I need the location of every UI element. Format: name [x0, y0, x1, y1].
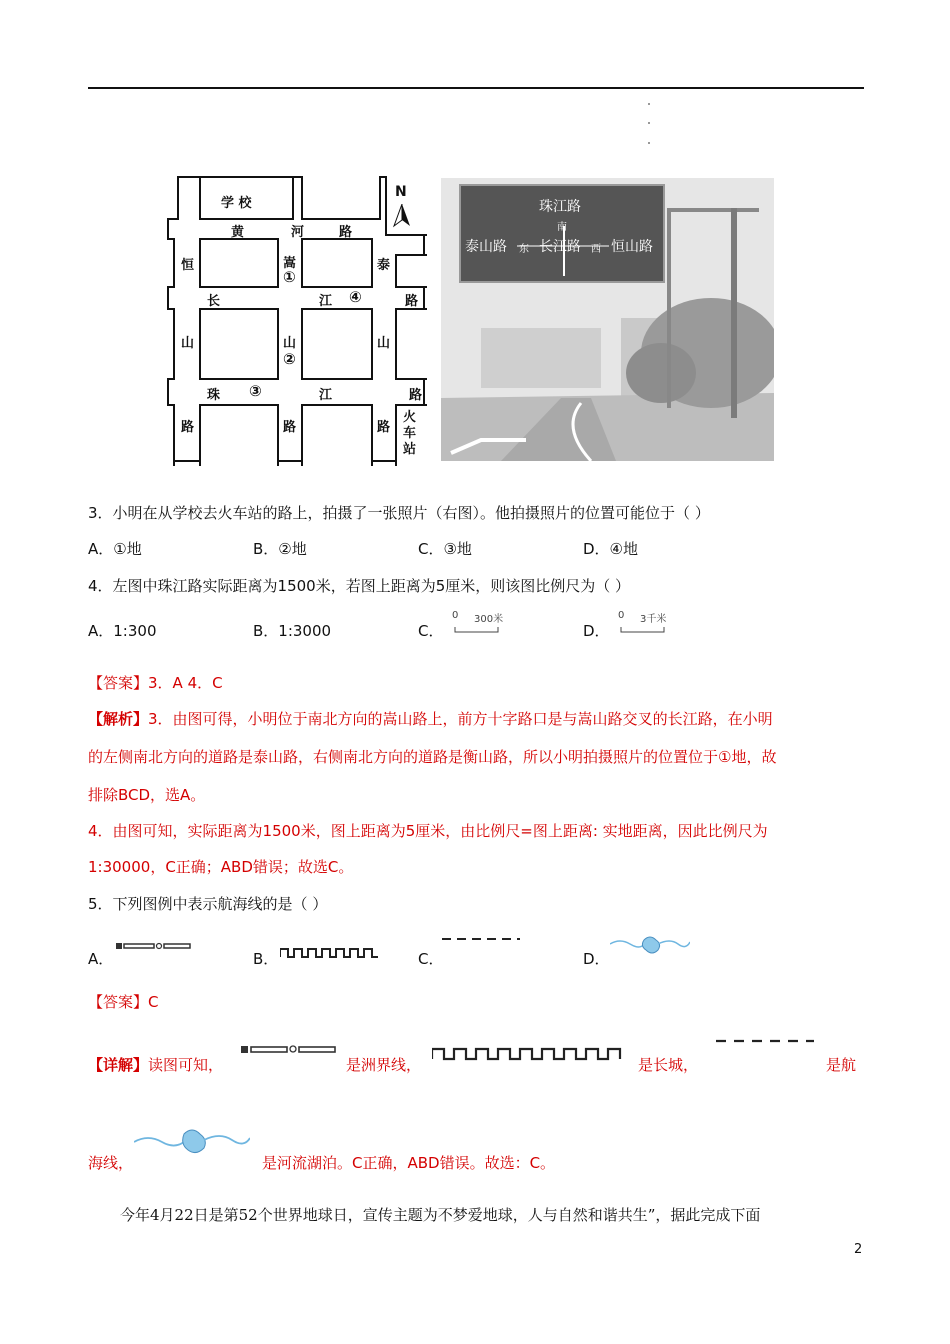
road-label: 路: [283, 420, 297, 435]
sign-text-left: 泰山路: [465, 239, 507, 255]
road-label: 江: [319, 294, 333, 309]
detail-label: 【详解】: [88, 1056, 149, 1074]
sign-text-top: 珠江路: [539, 199, 581, 215]
detail-line-1: [88, 1054, 223, 1075]
page-number: 2: [854, 1242, 863, 1257]
continent-boundary-icon: [116, 940, 192, 954]
road-label: 山: [283, 336, 297, 351]
analysis-line-4: 4．由图可知，实际距离为1500米，图上距离为5厘米，由比例尺=图上距离: 实地距离，因此比例尺为: [88, 822, 768, 840]
road-label: 泰: [377, 258, 391, 273]
q3-option-a: A．①地: [88, 540, 142, 558]
location-marker-1: ①: [283, 268, 296, 286]
answer-label: 【答案】: [88, 674, 149, 692]
road-label: 恒: [181, 258, 195, 273]
map-block: [167, 238, 175, 288]
answer-text: 3．A 4．C: [148, 674, 223, 692]
road-label: 江: [319, 388, 333, 403]
river-lake-icon: [134, 1124, 250, 1160]
scale-line-icon: [620, 626, 666, 634]
analysis-line-1: [88, 708, 773, 729]
road-sign-photo: [441, 178, 774, 461]
road-label: 珠: [207, 388, 221, 403]
north-label: N: [395, 184, 407, 200]
detail-text: 读图可知，: [148, 1056, 224, 1074]
question-5: 5．下列图例中表示航海线的是（ ）: [88, 895, 328, 913]
intro-paragraph: 今年4月22日是第52个世界地球日，宣传主题为不梦爱地球，人与自然和谐共生”，据此完成下面: [120, 1206, 761, 1224]
dot-mark: [648, 103, 650, 105]
detail-text-5: 海线，: [88, 1154, 134, 1172]
sign-text-east: 东: [519, 244, 529, 255]
map-block: [167, 308, 175, 380]
location-marker-2: ②: [283, 350, 296, 368]
dot-mark: [648, 142, 650, 144]
scale-zero: 0: [618, 610, 625, 621]
sign-text-mid: 长江路: [539, 239, 581, 255]
analysis-text: 3．由图可得，小明位于南北方向的嵩山路上，前方十字路口是与嵩山路交叉的长江路，在小明: [148, 710, 773, 728]
sign-text-right: 恒山路: [611, 239, 653, 255]
road-label: 路: [405, 294, 419, 309]
q4-option-a: A．1:300: [88, 622, 157, 640]
detail-text-6: 是河流湖泊。C正确，ABD错误。故选：C。: [262, 1154, 556, 1172]
road-label: 长: [207, 294, 221, 309]
analysis-line-2: 的左侧南北方向的道路是泰山路，右侧南北方向的道路是衡山路，所以小明拍摄照片的位置位于①地，故: [88, 748, 777, 766]
q3-option-c: C．③地: [418, 540, 472, 558]
road-label: 山: [181, 336, 195, 351]
great-wall-icon: [280, 946, 380, 960]
train-station-label: 火车站: [403, 410, 417, 457]
q4-option-b: B．1:3000: [253, 622, 332, 640]
header-rule: [88, 87, 864, 89]
map-block: [199, 404, 279, 466]
map-block: [167, 404, 175, 466]
road-label: 路: [377, 420, 391, 435]
map-block: [301, 238, 373, 288]
q5-option-a: A．: [88, 950, 114, 968]
detail-text-2: 是洲界线，: [346, 1056, 422, 1074]
street-map: [167, 176, 425, 462]
sign-text-south: 南: [557, 222, 567, 233]
q4-option-c: C．: [418, 622, 444, 640]
detail-text-4: 是航: [826, 1056, 857, 1074]
q5-option-c: C．: [418, 950, 444, 968]
answer-block: [88, 672, 223, 693]
sign-text-west: 西: [591, 244, 601, 255]
question-4: 4．左图中珠江路实际距离为1500米，若图上距离为5厘米，则该图比例尺为（ ）: [88, 577, 631, 595]
road-label: 路: [409, 388, 423, 403]
school-label: 学 校: [221, 196, 252, 211]
q4-option-d: D．: [583, 622, 610, 640]
sea-route-icon: [716, 1036, 816, 1046]
analysis-line-5: 1:30000，C正确；ABD错误；故选C。: [88, 858, 354, 876]
answer-label: 【答案】: [88, 993, 149, 1011]
scale-line-icon: [454, 626, 500, 634]
sign-arrows-icon: [509, 216, 619, 276]
road-label: 山: [377, 336, 391, 351]
answer-block-2: [88, 991, 159, 1012]
scale-zero: 0: [452, 610, 459, 621]
q3-option-b: B．②地: [253, 540, 307, 558]
road-label: 路: [339, 225, 353, 240]
location-marker-4: ④: [349, 288, 362, 306]
detail-text-3: 是长城，: [638, 1056, 699, 1074]
road-label: 黄: [231, 225, 245, 240]
map-block: [301, 308, 373, 380]
analysis-label: 【解析】: [88, 710, 149, 728]
sea-route-icon: [442, 934, 522, 944]
dot-mark: [648, 122, 650, 124]
scale-value: 3千米: [640, 614, 667, 625]
road-label: 路: [181, 420, 195, 435]
map-block: [199, 308, 279, 380]
road-label: 嵩: [283, 256, 297, 271]
answer-text: C: [148, 993, 159, 1011]
scale-value: 300米: [474, 614, 504, 625]
question-3: 3．小明在从学校去火车站的路上，拍摄了一张照片（右图）。他拍摄照片的位置可能位于（ ）: [88, 504, 710, 522]
q3-option-d: D．④地: [583, 540, 638, 558]
map-block: [301, 176, 381, 220]
map-block: [167, 176, 179, 220]
location-marker-3: ③: [249, 382, 262, 400]
q5-option-b: B．: [253, 950, 279, 968]
map-block: [395, 308, 427, 380]
great-wall-icon: [432, 1046, 622, 1062]
road-sign: [459, 184, 665, 283]
scale-bar-c: [450, 610, 510, 638]
map-block: [199, 238, 279, 288]
river-lake-icon: [610, 932, 690, 958]
north-arrow-icon: [392, 204, 412, 228]
map-block: [395, 254, 427, 288]
analysis-line-3: 排除BCD，选A。: [88, 786, 206, 804]
scale-bar-d: [616, 610, 676, 638]
road-label: 河: [291, 225, 305, 240]
continent-boundary-icon: [241, 1042, 337, 1058]
q5-option-d: D．: [583, 950, 610, 968]
map-block: [301, 404, 373, 466]
